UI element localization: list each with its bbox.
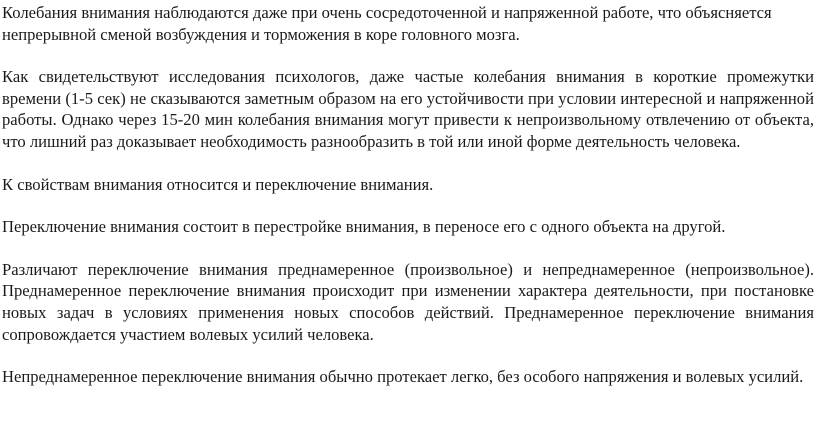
paragraph-attention-fluctuations: Колебания внимания наблюдаются даже при очень сосредоточенной и напряженной работе, что объясняется непрерывной сменой возбуждения и торможения в коре головного мозга.: [2, 3, 772, 44]
paragraph-switching-types: Различают переключение внимания преднамеренное (произвольное) и непреднамеренное (непроизвольное). Преднамеренное переключение внимания происходит при изменении характера деятельности, при постановке новых задач в условиях применения новых способов действий. Преднамеренное переключение внимания сопровождается участием волевых усилий человека.: [2, 259, 814, 344]
paragraph-switching-definition: Переключение внимания состоит в перестройке внимания, в переносе его с одного объекта на другой.: [2, 217, 726, 237]
paragraph-involuntary-switching: Непреднамеренное переключение внимания обычно протекает легко, без особого напряжения и волевых усилий.: [2, 367, 804, 387]
paragraph-switching-property: К свойствам внимания относится и переключение внимания.: [2, 174, 434, 194]
paragraph-psychologists-research: Как свидетельствуют исследования психологов, даже частые колебания внимания в короткие промежутки времени (1-5 сек) не сказываются заметным образом на его устойчивости при условии интересной и напряженной работы. Однако через 15-20 мин колебания внимания могут привести к непроизвольному отвлечению от объекта, что лишний раз доказывает необходимость разнообразить в той или иной форме деятельность человека.: [2, 67, 814, 151]
